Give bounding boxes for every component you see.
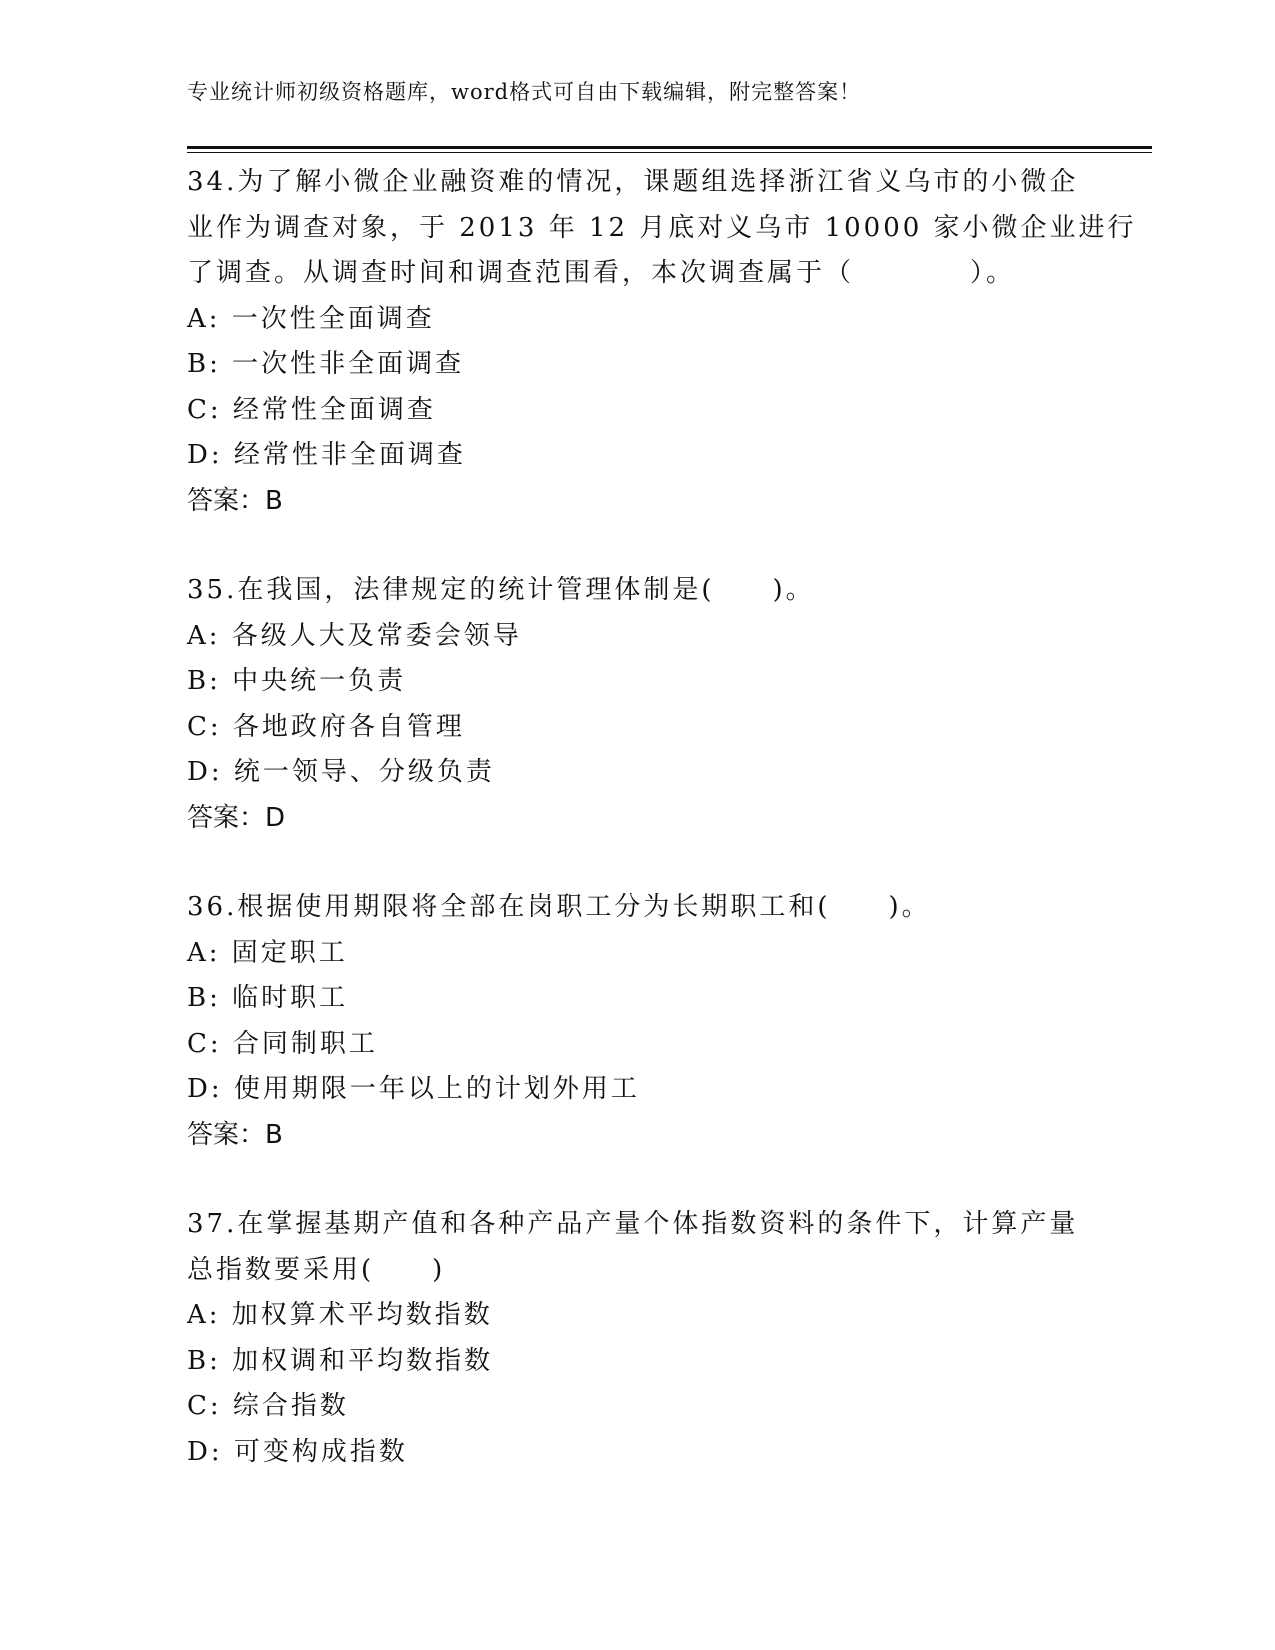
option-a: A: 固定职工: [187, 937, 348, 968]
question-36: [187, 885, 1087, 1158]
header-divider-thick: [187, 146, 1152, 149]
option-b: B: 加权调和平均数指数: [187, 1345, 494, 1376]
question-34: [187, 160, 1137, 524]
stem-line: 36.根据使用期限将全部在岗职工分为长期职工和( )。: [187, 892, 931, 922]
question-stem: [187, 885, 1087, 931]
answer: 答案：B: [187, 485, 283, 516]
option-c: C: 综合指数: [187, 1391, 349, 1421]
option-b: B: 临时职工: [187, 983, 349, 1013]
option-b: B: 一次性非全面调查: [187, 349, 465, 379]
stem-line: 了调查。从调查时间和调查范围看，本次调查属于（ ）。: [187, 258, 1016, 288]
option-a: A: 加权算术平均数指数: [187, 1300, 493, 1330]
option-a: A: 各级人大及常委会领导: [187, 620, 522, 651]
answer: 答案：B: [187, 1119, 283, 1150]
question-35: [187, 568, 1087, 841]
stem-line: 总指数要采用( ): [187, 1254, 446, 1285]
question-list: [187, 160, 1137, 1519]
question-stem: [187, 160, 1137, 297]
question-stem: [187, 568, 1087, 614]
option-d: D: 可变构成指数: [187, 1436, 408, 1467]
stem-line: 35.在我国，法律规定的统计管理体制是( )。: [187, 575, 815, 605]
option-c: C: 各地政府各自管理: [187, 711, 465, 742]
option-d: D: 经常性非全面调查: [187, 440, 466, 470]
question-stem: [187, 1202, 1087, 1293]
stem-line: 业作为调查对象，于 2013 年 12 月底对义乌市 10000 家小微企业进行: [187, 212, 1137, 243]
header-divider-thin: [187, 152, 1152, 153]
page-header: 专业统计师初级资格题库，word格式可自由下载编辑，附完整答案！: [187, 80, 862, 104]
option-d: D: 使用期限一年以上的计划外用工: [187, 1074, 640, 1104]
option-c: C: 合同制职工: [187, 1028, 378, 1059]
option-a: A: 一次性全面调查: [187, 303, 435, 334]
option-c: C: 经常性全面调查: [187, 394, 436, 425]
answer: 答案：D: [187, 802, 286, 833]
option-d: D: 统一领导、分级负责: [187, 757, 495, 787]
stem-line: 34.为了解小微企业融资难的情况，课题组选择浙江省义乌市的小微企: [187, 167, 1079, 197]
stem-line: 37.在掌握基期产值和各种产品产量个体指数资料的条件下，计算产量: [187, 1209, 1079, 1239]
option-b: B: 中央统一负责: [187, 666, 407, 696]
question-37: [187, 1202, 1087, 1475]
